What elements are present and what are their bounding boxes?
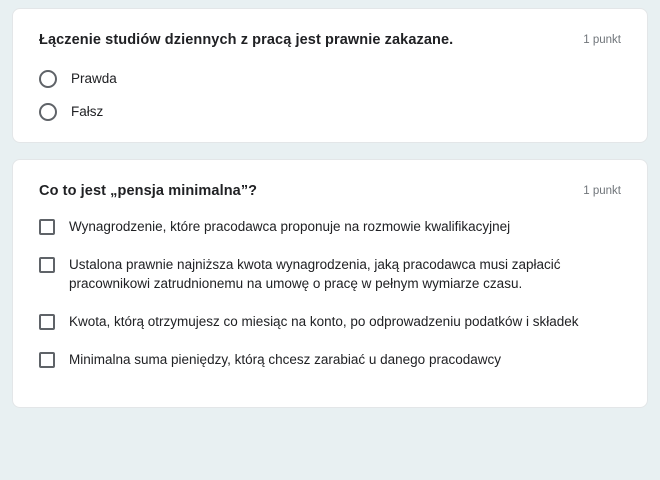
- question-points: 1 punkt: [583, 34, 621, 46]
- option-label: Kwota, którą otrzymujesz co miesiąc na konto, po odprowadzeniu podatków i składek: [69, 313, 579, 329]
- option-row[interactable]: [39, 102, 621, 122]
- checkbox-icon[interactable]: [39, 219, 55, 235]
- option-row[interactable]: [39, 350, 621, 370]
- question-header: [39, 31, 621, 51]
- checkbox-icon[interactable]: [39, 257, 55, 273]
- question-title: Co to jest „pensja minimalna”?: [39, 182, 258, 199]
- option-label: Prawda: [71, 70, 117, 86]
- radio-button-icon[interactable]: [39, 70, 57, 88]
- option-row[interactable]: [39, 69, 621, 89]
- option-label: Fałsz: [71, 104, 104, 120]
- radio-button-icon[interactable]: [39, 103, 57, 121]
- option-label: Wynagrodzenie, które pracodawca proponuje na rozmowie kwalifikacyjnej: [69, 219, 511, 235]
- option-label: Minimalna suma pieniędzy, którą chcesz zarabiać u danego pracodawcy: [69, 351, 501, 367]
- option-label: Ustalona prawnie najniższa kwota wynagrodzenia, jaką pracodawca musi zapłacić pracownikowi zatrudnionemu na umowę o pracę w pełnym wymiarze czasu.: [69, 256, 561, 292]
- question-card-1: [12, 8, 648, 143]
- checkbox-icon[interactable]: [39, 352, 55, 368]
- option-row[interactable]: [39, 255, 621, 294]
- option-row[interactable]: [39, 312, 621, 332]
- question-points: 1 punkt: [583, 184, 621, 197]
- question-title: Łączenie studiów dziennych z pracą jest prawnie zakazane.: [39, 32, 454, 48]
- option-row[interactable]: [39, 217, 621, 237]
- question-card-2: [12, 159, 648, 408]
- question-header: [39, 182, 621, 202]
- checkbox-icon[interactable]: [39, 314, 55, 330]
- question-options: [39, 217, 621, 369]
- question-options: [39, 69, 621, 122]
